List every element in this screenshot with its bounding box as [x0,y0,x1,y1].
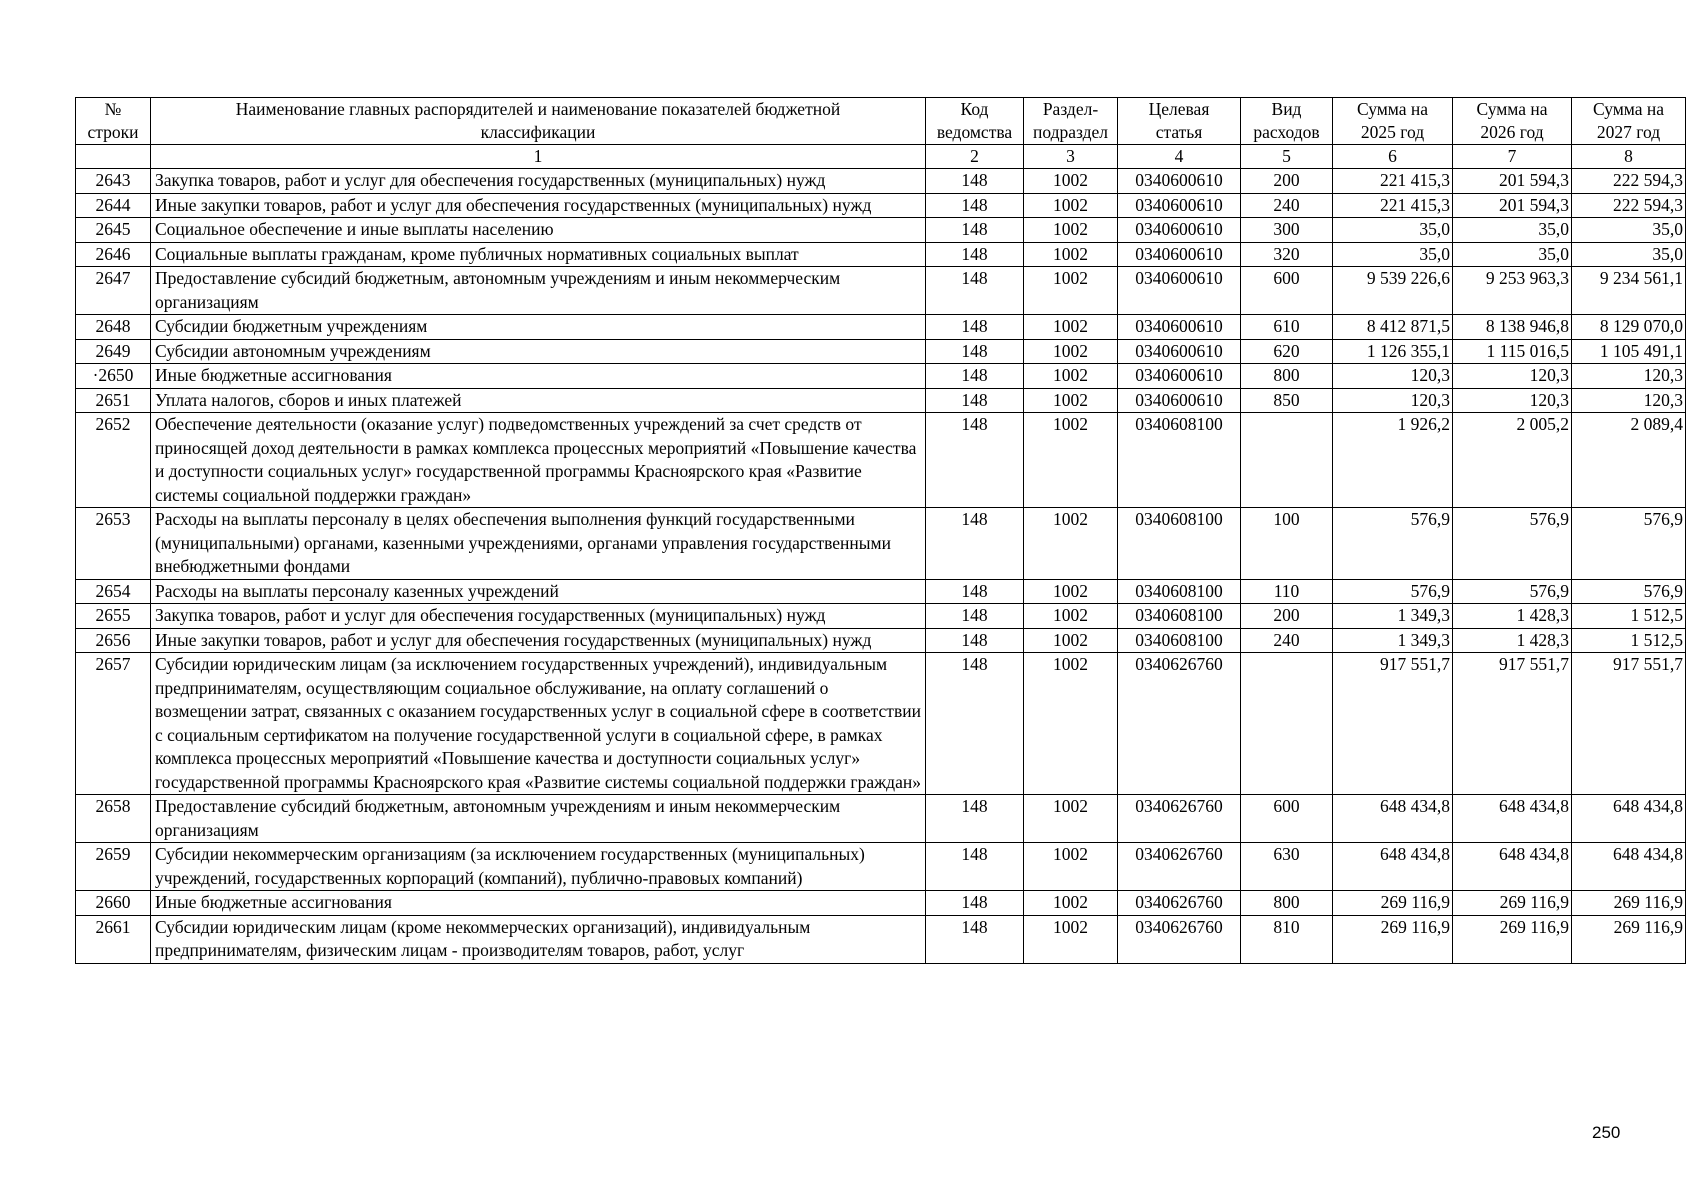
dept-code: 148 [926,653,1024,795]
target-article: 0340600610 [1118,364,1241,389]
section-code: 1002 [1024,388,1118,413]
table-row [76,339,1686,364]
sum-2026: 2 005,2 [1453,413,1572,508]
column-number-row [76,145,1686,169]
expense-type: 810 [1241,915,1333,963]
dept-code: 148 [926,843,1024,891]
section-code: 1002 [1024,579,1118,604]
section-code: 1002 [1024,413,1118,508]
expense-type: 600 [1241,267,1333,315]
row-name: Обеспечение деятельности (оказание услуг) подведомственных учреждений за счет средств от приносящей доход деятельности в рамках комплекса процессных мероприятий «Повышение качества и доступности социальных услуг» государственной программы Красноярского края «Развитие системы социальной поддержки граждан» [151,413,926,508]
sum-2027: 9 234 561,1 [1572,267,1686,315]
row-number: 2658 [76,795,151,843]
section-code: 1002 [1024,169,1118,194]
sum-2026: 201 594,3 [1453,169,1572,194]
budget-table-container [75,97,1685,964]
dept-code: 148 [926,891,1024,916]
sum-2027: 269 116,9 [1572,891,1686,916]
table-row [76,915,1686,963]
row-number: 2652 [76,413,151,508]
target-article: 0340626760 [1118,891,1241,916]
sum-2027: 576,9 [1572,508,1686,580]
header-dept-code: Код ведомства [926,98,1024,145]
table-row [76,364,1686,389]
section-code: 1002 [1024,364,1118,389]
sum-2025: 1 349,3 [1333,628,1453,653]
table-row [76,604,1686,629]
row-name: Иные закупки товаров, работ и услуг для обеспечения государственных (муниципальных) нужд [151,193,926,218]
sum-2025: 648 434,8 [1333,843,1453,891]
section-code: 1002 [1024,267,1118,315]
dept-code: 148 [926,508,1024,580]
column-number: 6 [1333,145,1453,169]
section-code: 1002 [1024,843,1118,891]
table-row [76,267,1686,315]
target-article: 0340626760 [1118,915,1241,963]
sum-2027: 222 594,3 [1572,193,1686,218]
row-name: Предоставление субсидий бюджетным, автономным учреждениям и иным некоммерческим организациям [151,795,926,843]
sum-2025: 576,9 [1333,508,1453,580]
sum-2027: 120,3 [1572,388,1686,413]
sum-2025: 917 551,7 [1333,653,1453,795]
section-code: 1002 [1024,604,1118,629]
row-number: 2660 [76,891,151,916]
dept-code: 148 [926,339,1024,364]
sum-2026: 120,3 [1453,388,1572,413]
expense-type: 300 [1241,218,1333,243]
dept-code: 148 [926,795,1024,843]
row-number: 2643 [76,169,151,194]
target-article: 0340608100 [1118,413,1241,508]
expense-type: 630 [1241,843,1333,891]
sum-2026: 8 138 946,8 [1453,315,1572,340]
target-article: 0340608100 [1118,628,1241,653]
row-number: 2649 [76,339,151,364]
sum-2027: 917 551,7 [1572,653,1686,795]
dept-code: 148 [926,242,1024,267]
target-article: 0340600610 [1118,315,1241,340]
expense-type: 610 [1241,315,1333,340]
target-article: 0340608100 [1118,604,1241,629]
target-article: 0340600610 [1118,339,1241,364]
sum-2025: 648 434,8 [1333,795,1453,843]
section-code: 1002 [1024,315,1118,340]
target-article: 0340600610 [1118,388,1241,413]
header-row [76,98,1686,145]
table-row [76,795,1686,843]
sum-2025: 35,0 [1333,242,1453,267]
section-code: 1002 [1024,628,1118,653]
header-sum-2025: Сумма на 2025 год [1333,98,1453,145]
table-row [76,193,1686,218]
table-row [76,388,1686,413]
row-name: Субсидии юридическим лицам (кроме некоммерческих организаций), индивидуальным предпринимателям, физическим лицам - производителям товаров, работ, услуг [151,915,926,963]
sum-2027: 576,9 [1572,579,1686,604]
target-article: 0340600610 [1118,193,1241,218]
dept-code: 148 [926,267,1024,315]
column-number: 2 [926,145,1024,169]
table-row [76,843,1686,891]
row-number: 2659 [76,843,151,891]
row-name: Предоставление субсидий бюджетным, автономным учреждениям и иным некоммерческим организациям [151,267,926,315]
dept-code: 148 [926,413,1024,508]
sum-2027: 8 129 070,0 [1572,315,1686,340]
sum-2026: 35,0 [1453,218,1572,243]
table-row [76,413,1686,508]
row-number: 2654 [76,579,151,604]
sum-2027: 2 089,4 [1572,413,1686,508]
dept-code: 148 [926,193,1024,218]
table-row [76,628,1686,653]
row-number: 2645 [76,218,151,243]
section-code: 1002 [1024,193,1118,218]
column-number: 3 [1024,145,1118,169]
column-number: 1 [151,145,926,169]
expense-type: 240 [1241,628,1333,653]
column-number: 7 [1453,145,1572,169]
sum-2027: 1 512,5 [1572,628,1686,653]
table-row [76,218,1686,243]
target-article: 0340600610 [1118,218,1241,243]
expense-type: 100 [1241,508,1333,580]
row-name: Субсидии автономным учреждениям [151,339,926,364]
row-name: Расходы на выплаты персоналу казенных учреждений [151,579,926,604]
target-article: 0340600610 [1118,169,1241,194]
sum-2026: 648 434,8 [1453,843,1572,891]
table-row [76,242,1686,267]
sum-2025: 120,3 [1333,364,1453,389]
dept-code: 148 [926,628,1024,653]
table-row [76,653,1686,795]
row-number: 2655 [76,604,151,629]
sum-2025: 1 126 355,1 [1333,339,1453,364]
table-row [76,508,1686,580]
row-name: Социальное обеспечение и иные выплаты населению [151,218,926,243]
dept-code: 148 [926,915,1024,963]
sum-2026: 269 116,9 [1453,915,1572,963]
column-number: 8 [1572,145,1686,169]
sum-2026: 648 434,8 [1453,795,1572,843]
table-row [76,891,1686,916]
row-name: Иные закупки товаров, работ и услуг для обеспечения государственных (муниципальных) нужд [151,628,926,653]
column-number [76,145,151,169]
target-article: 0340626760 [1118,653,1241,795]
row-name: Иные бюджетные ассигнования [151,891,926,916]
header-sum-2027: Сумма на 2027 год [1572,98,1686,145]
target-article: 0340600610 [1118,242,1241,267]
expense-type: 600 [1241,795,1333,843]
section-code: 1002 [1024,242,1118,267]
section-code: 1002 [1024,915,1118,963]
section-code: 1002 [1024,218,1118,243]
row-number: 2647 [76,267,151,315]
row-number: ·2650 [76,364,151,389]
column-number: 4 [1118,145,1241,169]
sum-2026: 35,0 [1453,242,1572,267]
sum-2026: 576,9 [1453,579,1572,604]
row-name: Субсидии некоммерческим организациям (за исключением государственных (муниципальных) учреждений, государственных корпораций (компаний), публично-правовых компаний) [151,843,926,891]
column-number: 5 [1241,145,1333,169]
target-article: 0340608100 [1118,508,1241,580]
row-name: Иные бюджетные ассигнования [151,364,926,389]
dept-code: 148 [926,388,1024,413]
sum-2025: 269 116,9 [1333,915,1453,963]
sum-2026: 201 594,3 [1453,193,1572,218]
dept-code: 148 [926,604,1024,629]
row-name: Закупка товаров, работ и услуг для обеспечения государственных (муниципальных) нужд [151,604,926,629]
row-name: Субсидии бюджетным учреждениям [151,315,926,340]
page-number: 250 [1592,1123,1621,1142]
sum-2025: 1 349,3 [1333,604,1453,629]
sum-2025: 221 415,3 [1333,169,1453,194]
table-body [76,169,1686,964]
sum-2027: 35,0 [1572,218,1686,243]
expense-type: 320 [1241,242,1333,267]
sum-2026: 269 116,9 [1453,891,1572,916]
section-code: 1002 [1024,891,1118,916]
row-number: 2648 [76,315,151,340]
row-number: 2653 [76,508,151,580]
sum-2025: 35,0 [1333,218,1453,243]
row-number: 2657 [76,653,151,795]
header-name: Наименование главных распорядителей и наименование показателей бюджетной классификации [151,98,926,145]
sum-2027: 1 512,5 [1572,604,1686,629]
expense-type: 850 [1241,388,1333,413]
expense-type: 110 [1241,579,1333,604]
section-code: 1002 [1024,508,1118,580]
dept-code: 148 [926,364,1024,389]
target-article: 0340626760 [1118,843,1241,891]
row-number: 2644 [76,193,151,218]
dept-code: 148 [926,315,1024,340]
sum-2025: 269 116,9 [1333,891,1453,916]
sum-2027: 120,3 [1572,364,1686,389]
budget-table [75,97,1686,964]
sum-2027: 222 594,3 [1572,169,1686,194]
expense-type: 800 [1241,364,1333,389]
table-row [76,579,1686,604]
sum-2025: 221 415,3 [1333,193,1453,218]
section-code: 1002 [1024,653,1118,795]
sum-2026: 9 253 963,3 [1453,267,1572,315]
header-target-article: Целевая статья [1118,98,1241,145]
dept-code: 148 [926,218,1024,243]
sum-2025: 120,3 [1333,388,1453,413]
row-number: 2661 [76,915,151,963]
sum-2027: 1 105 491,1 [1572,339,1686,364]
sum-2026: 1 428,3 [1453,604,1572,629]
section-code: 1002 [1024,339,1118,364]
sum-2027: 35,0 [1572,242,1686,267]
row-name: Расходы на выплаты персоналу в целях обеспечения выполнения функций государственными (муниципальными) органами, казенными учреждениями, органами управления государственными внебюджетными фондами [151,508,926,580]
expense-type: 200 [1241,169,1333,194]
sum-2027: 648 434,8 [1572,795,1686,843]
expense-type: 200 [1241,604,1333,629]
expense-type [1241,653,1333,795]
row-name: Уплата налогов, сборов и иных платежей [151,388,926,413]
target-article: 0340600610 [1118,267,1241,315]
sum-2026: 120,3 [1453,364,1572,389]
row-name: Закупка товаров, работ и услуг для обеспечения государственных (муниципальных) нужд [151,169,926,194]
sum-2026: 1 428,3 [1453,628,1572,653]
row-number: 2646 [76,242,151,267]
expense-type: 620 [1241,339,1333,364]
header-sum-2026: Сумма на 2026 год [1453,98,1572,145]
dept-code: 148 [926,169,1024,194]
sum-2027: 269 116,9 [1572,915,1686,963]
expense-type [1241,413,1333,508]
table-header [76,98,1686,169]
sum-2027: 648 434,8 [1572,843,1686,891]
expense-type: 800 [1241,891,1333,916]
target-article: 0340608100 [1118,579,1241,604]
header-section: Раздел- подраздел [1024,98,1118,145]
dept-code: 148 [926,579,1024,604]
target-article: 0340626760 [1118,795,1241,843]
table-row [76,315,1686,340]
sum-2025: 9 539 226,6 [1333,267,1453,315]
row-number: 2656 [76,628,151,653]
row-number: 2651 [76,388,151,413]
header-row-no: № строки [76,98,151,145]
expense-type: 240 [1241,193,1333,218]
sum-2025: 576,9 [1333,579,1453,604]
header-expense-type: Вид расходов [1241,98,1333,145]
section-code: 1002 [1024,795,1118,843]
row-name: Субсидии юридическим лицам (за исключением государственных учреждений), индивидуальным предпринимателям, осуществляющим социальное обслуживание, на оплату соглашений о возмещении затрат, связанных с оказанием государственных услуг в социальной сфере в соответствии с социальным сертификатом на получение государственной услуги в социальной сфере, в рамках комплекса процессных мероприятий «Повышение качества и доступности социальных услуг» государственной программы Красноярского края «Развитие системы социальной поддержки граждан» [151,653,926,795]
sum-2025: 8 412 871,5 [1333,315,1453,340]
table-row [76,169,1686,194]
sum-2026: 1 115 016,5 [1453,339,1572,364]
sum-2025: 1 926,2 [1333,413,1453,508]
sum-2026: 917 551,7 [1453,653,1572,795]
sum-2026: 576,9 [1453,508,1572,580]
row-name: Социальные выплаты гражданам, кроме публичных нормативных социальных выплат [151,242,926,267]
